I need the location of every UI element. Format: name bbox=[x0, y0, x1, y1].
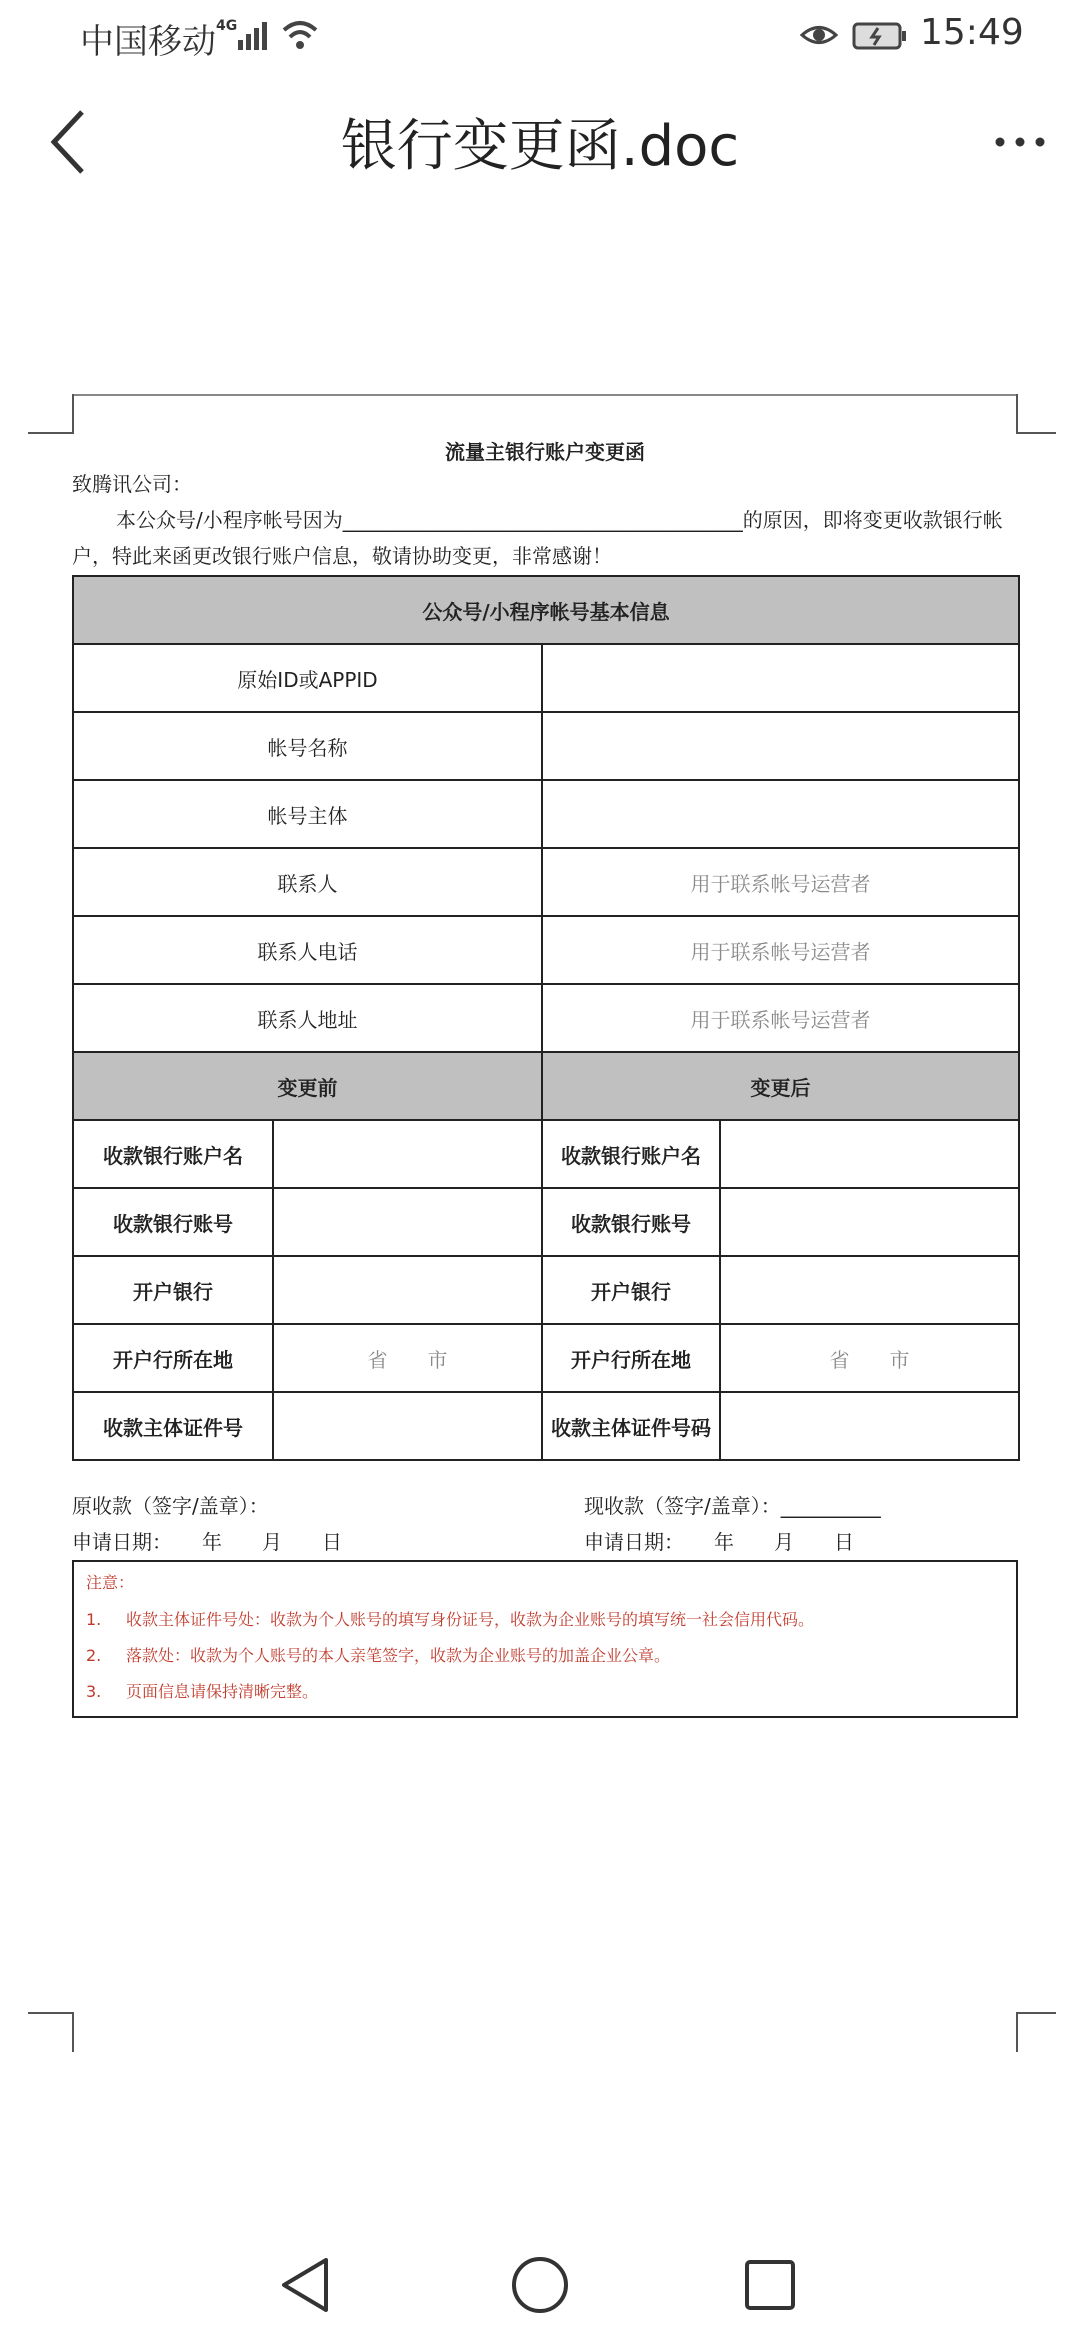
table-row bbox=[73, 984, 1019, 1052]
corner-mark-top-right-h bbox=[1016, 432, 1056, 434]
after-value bbox=[720, 1188, 1019, 1256]
before-value bbox=[273, 1120, 542, 1188]
before-label: 收款银行账户名 bbox=[73, 1120, 273, 1188]
row-value: 用于联系帐号运营者 bbox=[542, 984, 1019, 1052]
letter-body: 本公众号/小程序帐号因为________________________________________的原因，即将变更收款银行帐户，特此来函更改银行账户信息，敬请协助变更，非常感谢！ bbox=[72, 508, 1003, 568]
table-row bbox=[73, 916, 1019, 984]
wifi-icon bbox=[280, 18, 320, 52]
more-icon[interactable] bbox=[990, 122, 1050, 162]
signal-icon bbox=[236, 20, 274, 50]
table-row bbox=[73, 1120, 1019, 1188]
before-header: 变更前 bbox=[73, 1052, 542, 1120]
corner-mark-bottom-left bbox=[72, 2012, 74, 2052]
application-date-right: 申请日期： 年 月 日 bbox=[584, 1530, 854, 1554]
after-label: 收款银行账号 bbox=[542, 1188, 720, 1256]
before-label: 开户行所在地 bbox=[73, 1324, 273, 1392]
before-value bbox=[273, 1188, 542, 1256]
row-value: 用于联系帐号运营者 bbox=[542, 916, 1019, 984]
before-value bbox=[273, 1392, 542, 1460]
row-label: 原始ID或APPID bbox=[73, 644, 542, 712]
after-label: 收款银行账户名 bbox=[542, 1120, 720, 1188]
page-top-border bbox=[72, 394, 1018, 396]
after-value bbox=[720, 1392, 1019, 1460]
table-row bbox=[73, 1256, 1019, 1324]
after-value: 省 市 bbox=[720, 1324, 1019, 1392]
note-number: 3. bbox=[86, 1682, 102, 1701]
signature-area bbox=[72, 1490, 1018, 1562]
row-label: 联系人 bbox=[73, 848, 542, 916]
table-row bbox=[73, 712, 1019, 780]
current-signature: 现收款（签字/盖章）：__________ bbox=[584, 1494, 881, 1518]
document-page bbox=[72, 436, 1018, 574]
corner-mark-bottom-right bbox=[1016, 2012, 1018, 2052]
after-header: 变更后 bbox=[542, 1052, 1019, 1120]
document-title: 银行变更函.doc bbox=[340, 114, 740, 179]
note-item bbox=[86, 1638, 1004, 1674]
note-text: 收款主体证件号处：收款为个人账号的填写身份证号，收款为企业账号的填写统一社会信用代码。 bbox=[126, 1610, 815, 1629]
after-label: 收款主体证件号码 bbox=[542, 1392, 720, 1460]
note-number: 2. bbox=[86, 1646, 102, 1665]
addressee: 致腾讯公司： bbox=[72, 472, 192, 496]
after-value bbox=[720, 1120, 1019, 1188]
eye-icon bbox=[800, 20, 838, 50]
document-heading: 流量主银行账户变更函 bbox=[445, 440, 645, 464]
table-row bbox=[73, 780, 1019, 848]
notes-box bbox=[72, 1560, 1018, 1718]
after-value bbox=[720, 1256, 1019, 1324]
notes-title: 注意： bbox=[86, 1573, 135, 1592]
navigation-bar bbox=[0, 2230, 1080, 2340]
note-item bbox=[86, 1602, 1004, 1638]
table-row bbox=[73, 1188, 1019, 1256]
application-date-left: 申请日期： 年 月 日 bbox=[72, 1530, 342, 1554]
table-row bbox=[73, 644, 1019, 712]
note-item bbox=[86, 1674, 1004, 1710]
table-row bbox=[73, 1392, 1019, 1460]
note-text: 页面信息请保持清晰完整。 bbox=[126, 1682, 319, 1701]
row-label: 帐号主体 bbox=[73, 780, 542, 848]
basic-info-header: 公众号/小程序帐号基本信息 bbox=[73, 576, 1019, 644]
row-label: 联系人地址 bbox=[73, 984, 542, 1052]
table-row bbox=[73, 1324, 1019, 1392]
row-label: 帐号名称 bbox=[73, 712, 542, 780]
network-type: 4G bbox=[216, 18, 238, 34]
corner-mark-bottom-left-h bbox=[28, 2012, 74, 2014]
carrier-name: 中国移动 bbox=[80, 22, 216, 62]
after-label: 开户行所在地 bbox=[542, 1324, 720, 1392]
clock: 15:49 bbox=[920, 12, 1024, 53]
row-value bbox=[542, 780, 1019, 848]
before-label: 收款银行账号 bbox=[73, 1188, 273, 1256]
row-label: 联系人电话 bbox=[73, 916, 542, 984]
nav-recents-icon[interactable] bbox=[735, 2250, 805, 2320]
original-signature: 原收款（签字/盖章）： bbox=[72, 1494, 269, 1518]
before-value bbox=[273, 1256, 542, 1324]
battery-icon bbox=[852, 22, 908, 50]
title-bar bbox=[0, 72, 1080, 212]
status-bar bbox=[0, 0, 1080, 72]
before-value: 省 市 bbox=[273, 1324, 542, 1392]
table-row bbox=[73, 848, 1019, 916]
after-label: 开户银行 bbox=[542, 1256, 720, 1324]
before-label: 收款主体证件号 bbox=[73, 1392, 273, 1460]
row-value bbox=[542, 712, 1019, 780]
corner-mark-bottom-right-h bbox=[1016, 2012, 1056, 2014]
row-value: 用于联系帐号运营者 bbox=[542, 848, 1019, 916]
corner-mark-top-left-h bbox=[28, 432, 74, 434]
note-text: 落款处：收款为个人账号的本人亲笔签字，收款为企业账号的加盖企业公章。 bbox=[126, 1646, 671, 1665]
row-value bbox=[542, 644, 1019, 712]
nav-home-icon[interactable] bbox=[505, 2250, 575, 2320]
nav-back-icon[interactable] bbox=[270, 2250, 340, 2320]
info-table bbox=[72, 575, 1020, 1461]
before-label: 开户银行 bbox=[73, 1256, 273, 1324]
corner-mark-top-left bbox=[72, 394, 74, 434]
note-number: 1. bbox=[86, 1610, 102, 1629]
corner-mark-top-right bbox=[1016, 394, 1018, 434]
